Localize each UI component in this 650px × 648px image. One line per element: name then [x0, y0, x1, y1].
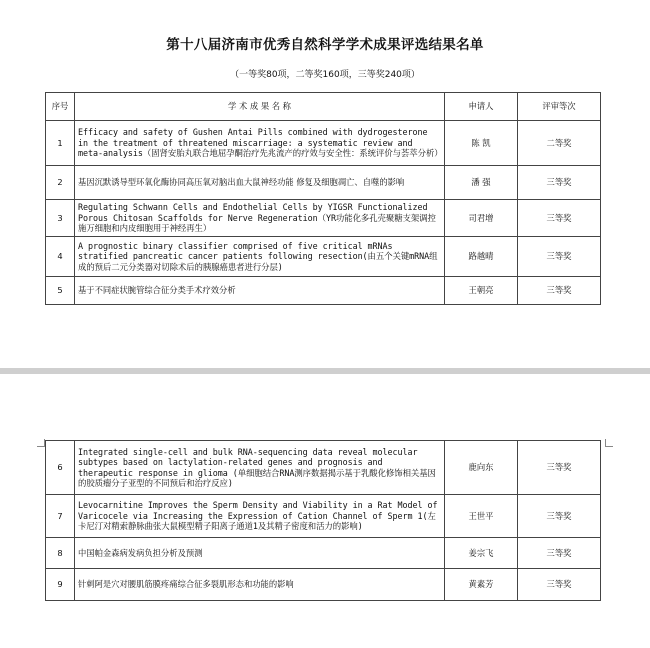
table-row	[46, 441, 601, 495]
row-applicant: 潘 强	[445, 166, 518, 200]
row-level: 三等奖	[518, 538, 601, 569]
row-no: 7	[46, 495, 75, 538]
results-table-page-1	[45, 92, 601, 305]
row-no: 9	[46, 569, 75, 601]
row-title: Levocarnitine Improves the Sperm Density and Viability in a Rat Model of Varicocele via Increasing the Expression of Cation Channel of Sperm 1(左卡尼汀对精索静脉曲张大鼠模型精子阳离子通道1及其精子密度和活力的影响)	[75, 495, 445, 538]
header-applicant: 申请人	[445, 93, 518, 121]
row-applicant: 司君增	[445, 200, 518, 237]
table-row	[46, 166, 601, 200]
document-title: 第十八届济南市优秀自然科学学术成果评选结果名单	[166, 37, 484, 53]
results-table-page-2	[45, 440, 601, 601]
row-title: A prognostic binary classifier comprised of five critical mRNAs stratified pancreatic cancer patients following resection(由五个关键mRNA组成的预后二元分类器对切除术后的胰腺癌患者进行分层)	[75, 237, 445, 277]
table-row	[46, 538, 601, 569]
row-level: 三等奖	[518, 495, 601, 538]
margin-corner-mark	[37, 439, 45, 447]
row-applicant: 鹿向东	[445, 441, 518, 495]
row-level: 三等奖	[518, 277, 601, 305]
row-level: 三等奖	[518, 441, 601, 495]
row-level: 二等奖	[518, 121, 601, 166]
row-title: 基于不同症状腕管综合征分类手术疗效分析	[75, 277, 445, 305]
row-no: 1	[46, 121, 75, 166]
header-level: 评审等次	[518, 93, 601, 121]
row-title: Efficacy and safety of Gushen Antai Pills combined with dydrogesterone in the treatment of threatened miscarriage: a systematic review and meta-analysis（固肾安胎丸联合地屈孕酮治疗先兆流产的疗效与安全性：系统评价与荟萃分析）	[75, 121, 445, 166]
table-row	[46, 495, 601, 538]
table-row	[46, 237, 601, 277]
row-title: 基因沉默诱导型环氧化酶协同高压氧对脑出血大鼠神经功能 修复及细胞凋亡、自噬的影响	[75, 166, 445, 200]
header-title: 学 术 成 果 名 称	[75, 93, 445, 121]
row-applicant: 路越晴	[445, 237, 518, 277]
row-no: 4	[46, 237, 75, 277]
row-applicant: 黄素芳	[445, 569, 518, 601]
row-level: 三等奖	[518, 166, 601, 200]
document-subtitle: （一等奖80项，二等奖160项，三等奖240项）	[230, 70, 420, 80]
table-row	[46, 200, 601, 237]
row-title: 针刺阿是穴对腰肌筋膜疼痛综合征多裂肌形态和功能的影响	[75, 569, 445, 601]
row-title: 中国帕金森病发病负担分析及预测	[75, 538, 445, 569]
row-level: 三等奖	[518, 200, 601, 237]
row-no: 6	[46, 441, 75, 495]
row-applicant: 王朝亮	[445, 277, 518, 305]
margin-corner-mark	[605, 439, 613, 447]
row-level: 三等奖	[518, 569, 601, 601]
header-no: 序号	[46, 93, 75, 121]
row-no: 5	[46, 277, 75, 305]
row-no: 3	[46, 200, 75, 237]
table-row	[46, 121, 601, 166]
table-row	[46, 277, 601, 305]
row-applicant: 陈 凯	[445, 121, 518, 166]
row-title: Integrated single-cell and bulk RNA-sequencing data reveal molecular subtypes based on lactylation-related genes and prognosis and therapeutic response in glioma (单细胞结合RNA测序数据揭示基于乳酸化修饰相关基因的胶质瘤分子亚型的不同预后和治疗反应)	[75, 441, 445, 495]
table-row	[46, 569, 601, 601]
row-no: 2	[46, 166, 75, 200]
table-header-row	[46, 93, 601, 121]
row-title: Regulating Schwann Cells and Endothelial Cells by YIGSR Functionalized Porous Chitosan Scaffolds for Nerve Regeneration（YR功能化多孔壳聚糖支架调控施万细胞和内皮细胞用于神经再生）	[75, 200, 445, 237]
row-no: 8	[46, 538, 75, 569]
page-two	[0, 374, 650, 648]
row-level: 三等奖	[518, 237, 601, 277]
row-applicant: 王世平	[445, 495, 518, 538]
row-applicant: 姜宗飞	[445, 538, 518, 569]
